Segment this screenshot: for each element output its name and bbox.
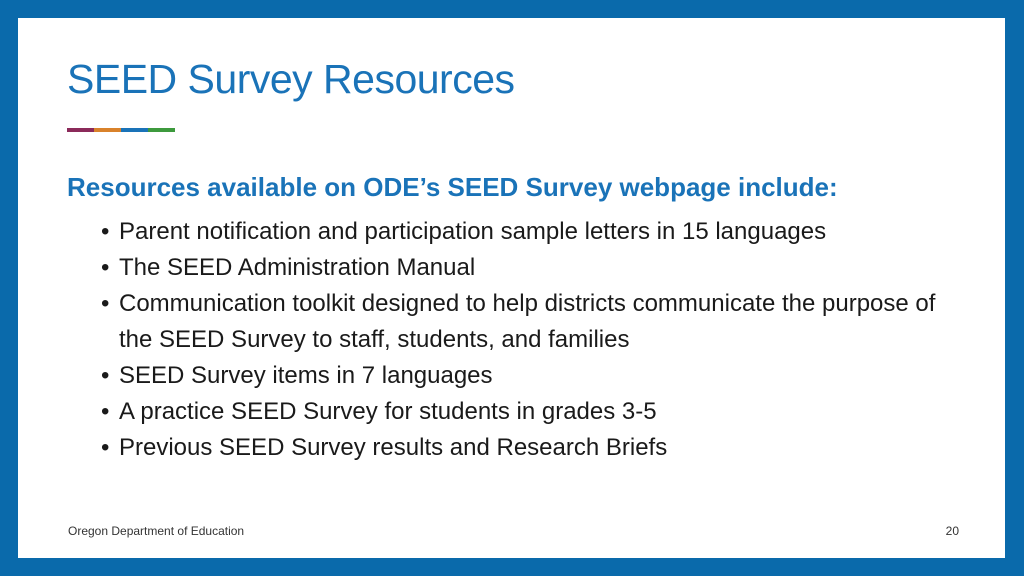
accent-segment	[121, 128, 148, 132]
bullet-icon: •	[101, 362, 110, 389]
list-item-text: Previous SEED Survey results and Research Briefs	[119, 434, 668, 461]
page-number: 20	[945, 524, 959, 538]
list-item	[101, 250, 961, 286]
list-item-text: The SEED Administration Manual	[119, 254, 476, 281]
list-item-text: Parent notification and participation sample letters in 15 languages	[119, 218, 827, 245]
title-accent-bar	[67, 128, 175, 132]
list-item-text: A practice SEED Survey for students in grades 3-5	[119, 398, 657, 425]
slide	[18, 18, 1005, 558]
list-item	[101, 214, 961, 250]
bullet-icon: •	[101, 434, 110, 461]
bullet-icon: •	[101, 398, 110, 425]
section-heading: Resources available on ODE’s SEED Survey webpage include:	[67, 172, 838, 202]
list-item	[101, 358, 961, 394]
bullet-icon: •	[101, 290, 110, 317]
footer-organization: Oregon Department of Education	[68, 524, 245, 538]
resource-list	[101, 214, 961, 466]
slide-title: SEED Survey Resources	[67, 56, 515, 102]
list-item	[101, 286, 961, 358]
accent-segment	[94, 128, 121, 132]
bullet-icon: •	[101, 254, 110, 281]
list-item	[101, 394, 961, 430]
list-item	[101, 430, 961, 466]
accent-segment	[148, 128, 175, 132]
list-item-text: Communication toolkit designed to help districts communicate the purpose of the SEED Survey to staff, students, and families	[119, 290, 936, 353]
accent-segment	[67, 128, 94, 132]
list-item-text: SEED Survey items in 7 languages	[119, 362, 493, 389]
bullet-icon: •	[101, 218, 110, 245]
